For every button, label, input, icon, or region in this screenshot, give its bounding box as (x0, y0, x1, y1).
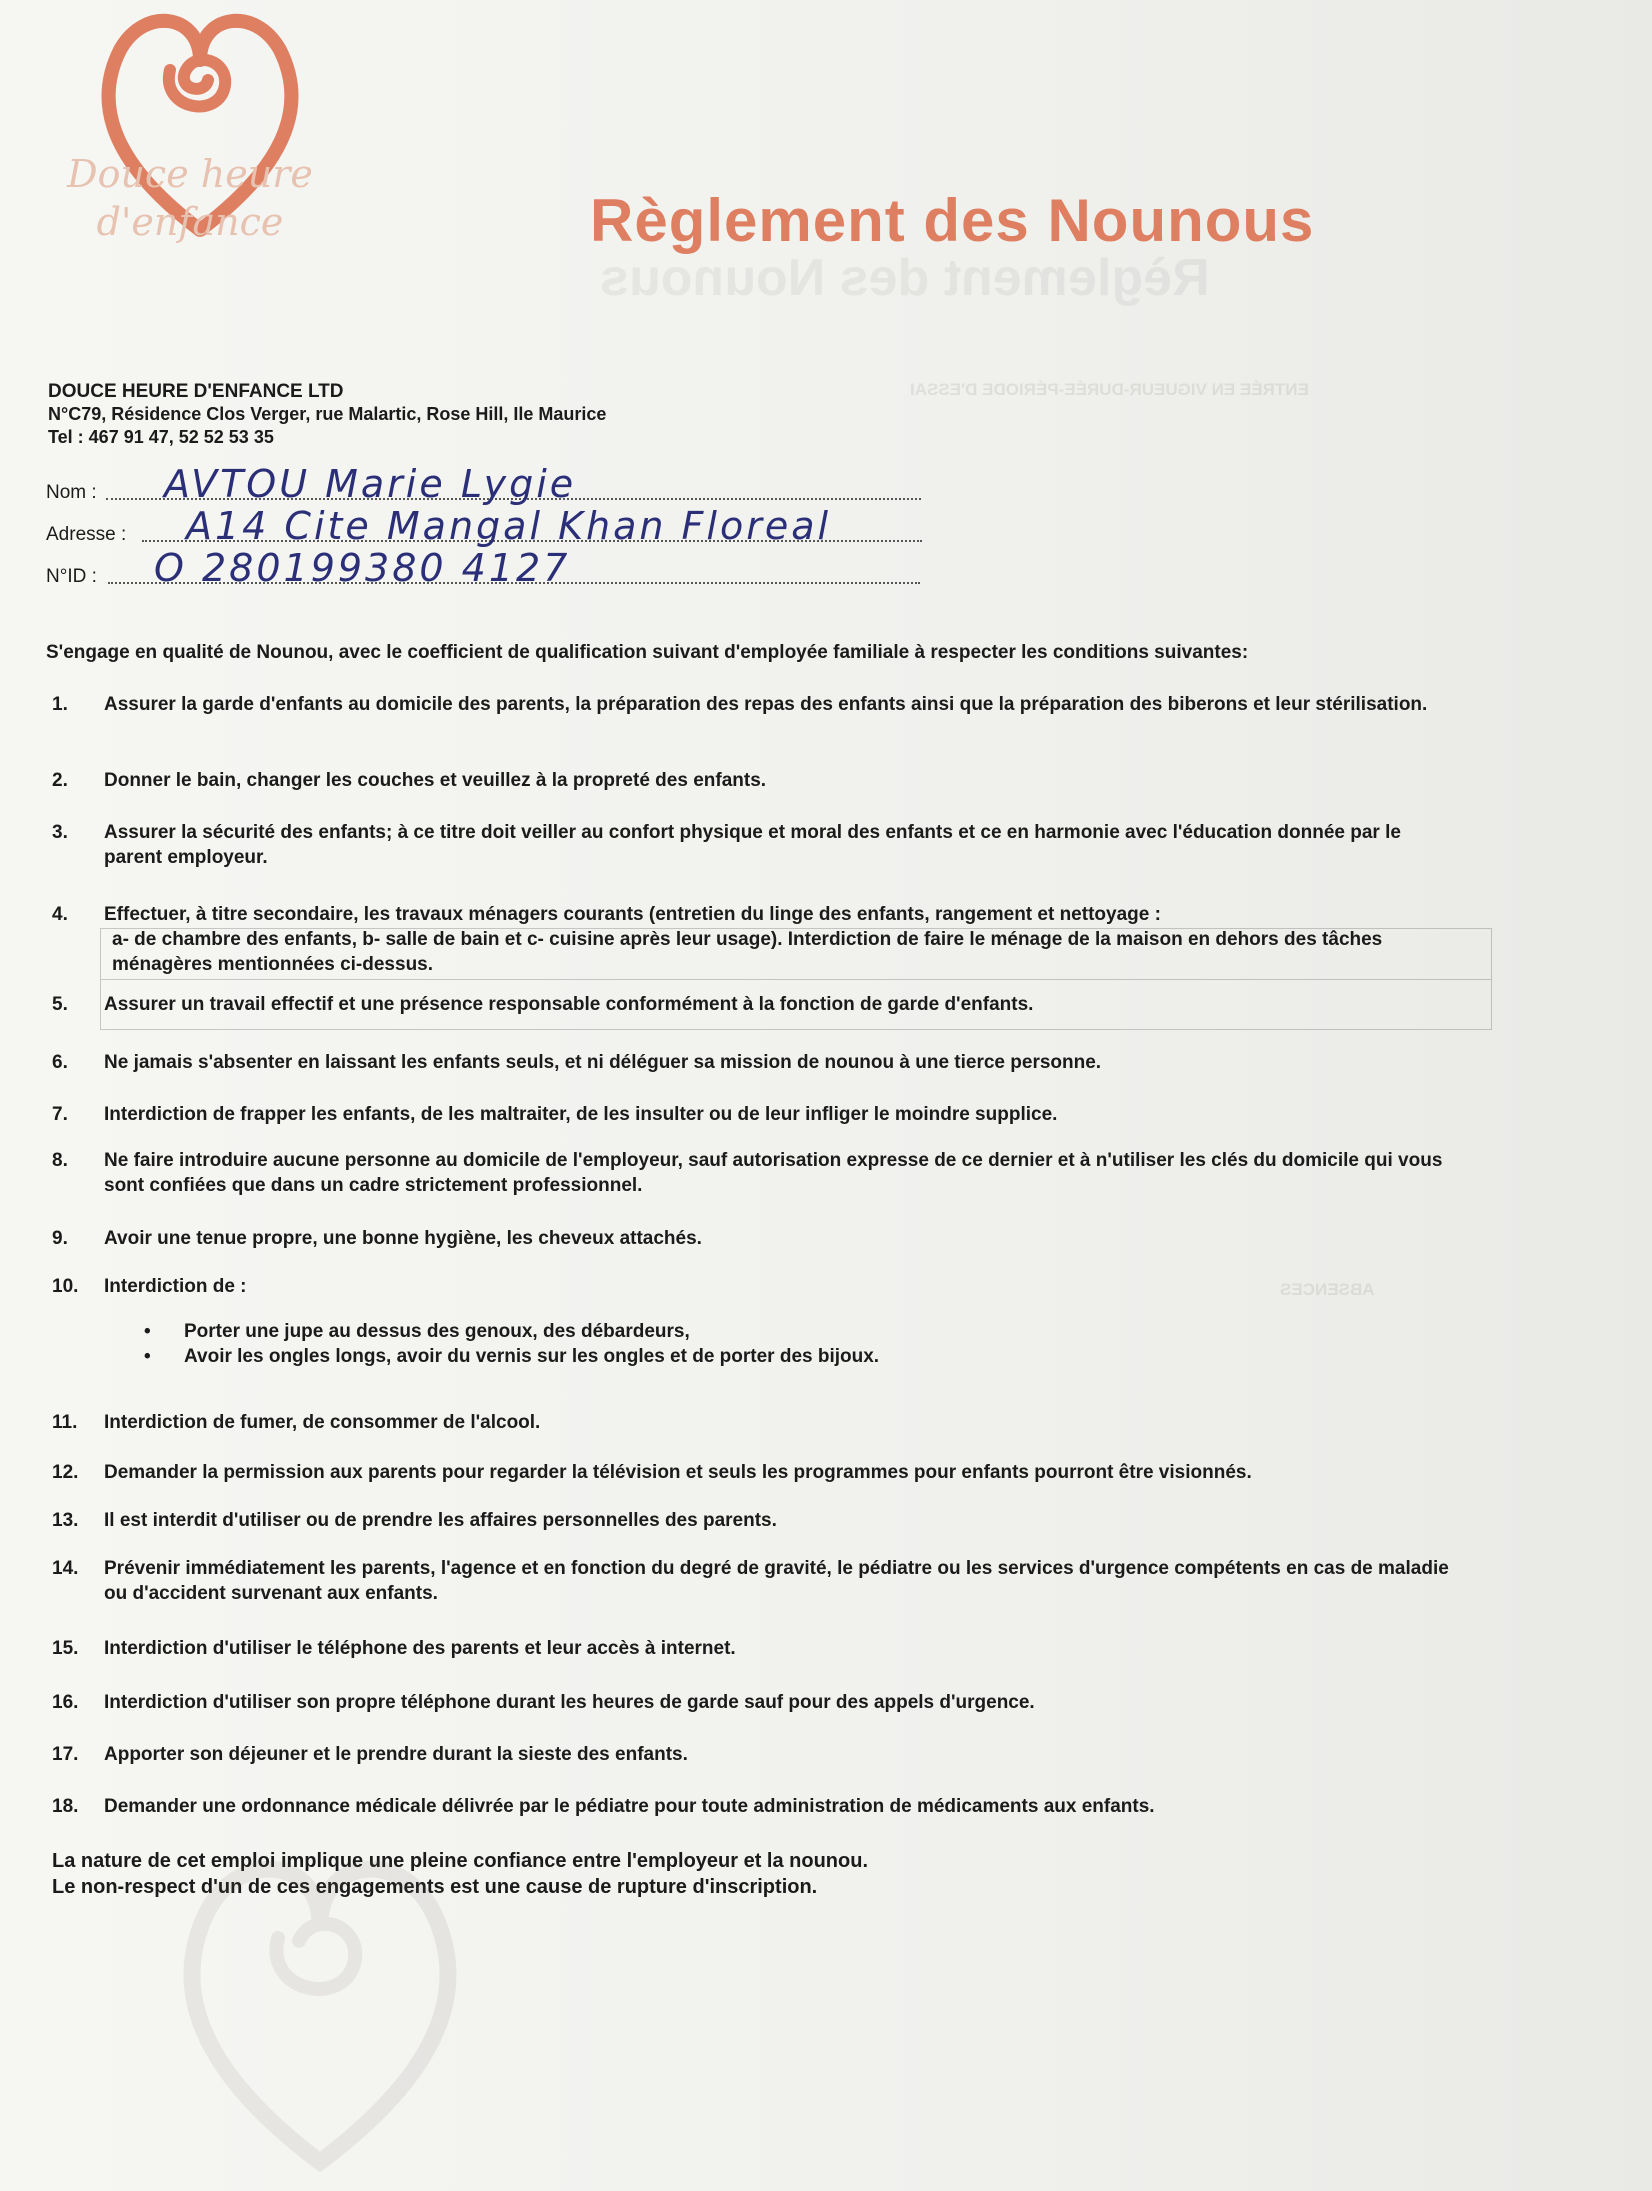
company-name: DOUCE HEURE D'ENFANCE LTD (48, 381, 344, 402)
closing-statement: La nature de cet emploi implique une pleine confiance entre l'employeur et la nounou. Le non-respect d'un de ces engagements est une cause de rupture d'inscription. (52, 1850, 869, 1898)
bullet-item: • Avoir les ongles longs, avoir du vernis sur les ongles et de porter des bijoux. (184, 1344, 1464, 1369)
bleed-through-text: ENTRÉE EN VIGUEUR-DURÉE-PÉRIODE D'ESSAI (910, 380, 1309, 399)
id-label: N°ID : (46, 566, 97, 587)
adresse-handwritten-value: A14 Cite Mangal Khan Floreal (186, 504, 832, 548)
bullet-item: • Porter une jupe au dessus des genoux, des débardeurs, (184, 1319, 1464, 1344)
company-address: N°C79, Résidence Clos Verger, rue Malartic, Rose Hill, Ile Maurice (48, 404, 607, 424)
identity-form (46, 462, 896, 594)
logo-wordmark: Douce heure d'enfance (67, 152, 313, 244)
nom-handwritten-value: AVTOU Marie Lygie (164, 462, 577, 506)
company-info (48, 380, 606, 449)
watermark-logo (110, 1840, 530, 2190)
id-field[interactable] (46, 546, 896, 594)
document-page: Douce heure d'enfance Règlement des Nounous Règlement des Nounous ENTRÉE EN VIGUEUR-DURÉE-PÉRIODE D'ESSAI ABSENCES DOUCE HEURE D'ENFANCE LTD N°C79, Résidence Clos Verger, rue Malartic, Rose Hill, Ile Maurice Tel : 467 91 47, 52 52 53 35 Nom : AVTOU Marie Lygie Adresse : A14 Cite Mangal Khan Floreal N°ID : O 280199380 4127 S'engage en qualité de Nounou, avec le coefficient de qualification suivant d'employée familiale à respecter les conditions suivantes: 1. Assurer la garde d'enfants au domicile des parents, la préparation des repas des enfants ainsi que la préparation des biberons et leur stérilisation. 2. Donner le bain, changer les couches et veuillez à la propreté des enfants. 3. Assurer la sécurité des enfants; à ce titre doit veiller au confort physique et moral des enfants et ce en harmonie avec l'éducation donnée par le parent employeur. 4. Effectuer, à titre secondaire, les travaux ménagers courants (entretien du linge des enfants, rangement et nettoyage : a- de chambre des enfants, b- salle de bain et c- cuisine après leur usage). Interdiction de faire le ménage de la maison en dehors des tâches ménagères mentionnées ci-dessus. 5. Assurer un travail effectif et une présence responsable conformément à la fonction de garde d'enfants. 6. Ne jamais s'absenter en laissant les enfants seuls, et ni déléguer sa mission de nounou à une tierce personne. 7. Interdiction de frapper les enfants, de les maltraiter, de les insulter ou de leur infliger le moindre supplice. 8. Ne faire introduire aucune personne au domicile de l'employeur, sauf autorisation expresse de ce dernier et à n'utiliser les clés du domicile qui vous sont confiées que dans un cadre strictement professionnel. 9. Avoir une tenue propre, une bonne hygiène, les cheveux attachés. 10. Interdiction de : • Porter une jupe au dessus des genoux, des débardeurs, • Avoir les ongles longs, avoir du vernis sur les ongles et de porter des bijoux. 11. Interdiction de fumer, de consommer de l'alcool. 12. Demander la permission aux parents pour regarder la télévision et seuls les programmes pour enfants pourront être visionnés. 13. Il est interdit d'utiliser ou de prendre les affaires personnelles des parents. 14. Prévenir immédiatement les parents, l'agence et en fonction du degré de gravité, le pédiatre ou les services d'urgence compétents en cas de maladie ou d'accident survenant aux enfants. 15. Interdiction d'utiliser le téléphone des parents et leur accès à internet. 16. Interdiction d'utiliser son propre téléphone durant les heures de garde sauf pour des appels d'urgence. 17. Apporter son déjeuner et le prendre durant la sieste des enfants. 18. Demander une ordonnance médicale délivrée par le pédiatre pour toute administration de médicaments aux enfants. La nature de cet emploi implique une pleine confiance entre l'employeur et la nounou. Le non-respect d'un de ces engagements est une cause de rupture d'inscription. (0, 0, 1652, 2191)
bleed-through-text: ABSENCES (1280, 1280, 1375, 1299)
nom-label: Nom : (46, 482, 97, 503)
id-handwritten-value: O 280199380 4127 (154, 546, 571, 590)
page-title: Règlement des Nounous (590, 187, 1315, 254)
engagement-intro: S'engage en qualité de Nounou, avec le coefficient de qualification suivant d'employée familiale à respecter les conditions suivantes: (46, 642, 1249, 663)
adresse-label: Adresse : (46, 524, 127, 545)
bleed-through-title: Règlement des Nounous (600, 249, 1210, 307)
company-phone: Tel : 467 91 47, 52 52 53 35 (48, 427, 274, 447)
